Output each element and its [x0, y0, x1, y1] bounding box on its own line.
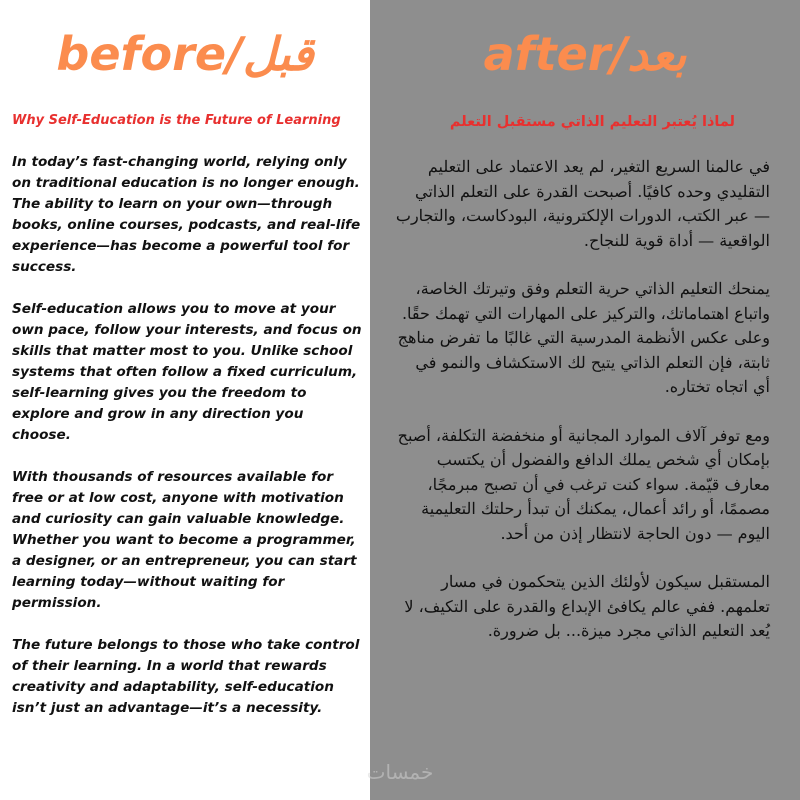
watermark-logo: خمسات: [366, 760, 434, 784]
before-heading: before/قبل: [56, 27, 314, 81]
before-panel: [0, 0, 370, 800]
arabic-paragraph-4: المستقبل سيكون لأولئك الذين يتحكمون في مسار تعلمهم. ففي عالم يكافئ الإبداع والقدرة على التكيف، لا يُعد التعليم الذاتي مجرد ميزة... بل ضرورة.: [404, 572, 770, 640]
english-subtitle: Why Self-Education is the Future of Learning: [12, 113, 341, 128]
english-paragraph-3: With thousands of resources available for free or at low cost, anyone with motivation and curiosity can gain valuable knowledge. Whether you want to become a programmer, a designer, or an entrepreneur, you can start learning today—without waiting for permission.: [12, 469, 357, 611]
english-paragraph-1: In today’s fast-changing world, relying only on traditional education is no longer enough. The ability to learn on your own—through books, online courses, podcasts, and real-life experience—has become a powerful tool for success.: [12, 154, 361, 275]
arabic-paragraph-1: في عالمنا السريع التغير، لم يعد الاعتماد على التعليم التقليدي وحده كافيًا. أصبحت القدرة على التعلم الذاتي — عبر الكتب، الدورات الإلكترونية، البودكاست، والتجارب الواقعية — أداة قوية للنجاح.: [395, 157, 770, 250]
arabic-paragraph-3: ومع توفر آلاف الموارد المجانية أو منخفضة التكلفة، أصبح بإمكان أي شخص يملك الدافع والفضول أن يكتسب معارف قيّمة. سواء كنت ترغب في أن تصبح مبرمجًا، مصممًا، أو رائد أعمال، يمكنك أن تبدأ رحلتك التعليمية اليوم — دون الحاجة لانتظار إذن من أحد.: [397, 425, 770, 543]
arabic-subtitle: لماذا يُعتبر التعليم الذاتي مستقبل التعلم: [449, 114, 735, 130]
english-paragraph-4: The future belongs to those who take control of their learning. In a world that rewards creativity and adaptability, self-education isn’t just an advantage—it’s a necessity.: [12, 637, 360, 716]
english-paragraph-2: Self-education allows you to move at your own pace, follow your interests, and focus on skills that matter most to you. Unlike school systems that often follow a fixed curriculum, self-learning gives you the freedom to explore and grow in any direction you choose.: [12, 301, 362, 443]
after-panel: [370, 0, 800, 800]
arabic-body: [395, 155, 770, 668]
arabic-paragraph-2: يمنحك التعليم الذاتي حرية التعلم وفق وتيرتك الخاصة، واتباع اهتماماتك، والتركيز على المهارات التي تهمك حقًا. وعلى عكس الأنظمة المدرسية التي غالبًا ما تفرض مناهج ثابتة، فإن التعلم الذاتي يتيح لك الاستكشاف والنمو في أي اتجاه تختاره.: [397, 279, 770, 396]
english-body: [12, 152, 362, 740]
after-heading: after/بعد: [483, 27, 687, 81]
